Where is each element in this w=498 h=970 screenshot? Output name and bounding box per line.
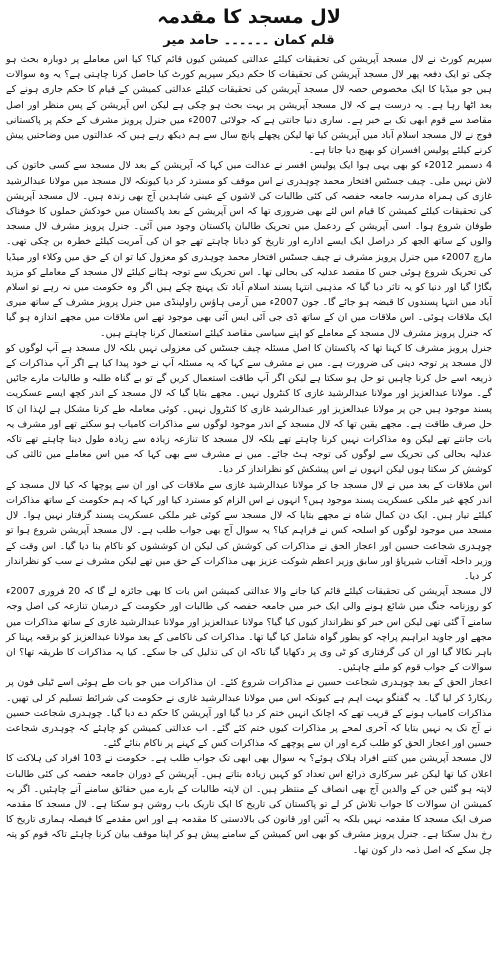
paragraph: سپریم کورٹ نے لال مسجد آپریشن کی تحقیقات کیلئے عدالتی کمیشن کیوں قائم کیا؟ کیا اس معاملے پر دوبارہ بحث ہو چکی تو ایک دفعہ پھر لال مسجد آپریشن کی تحقیقات کا حکم دیکر سپریم کورٹ کیا حاصل کرنا چاہتی ہے؟ یہ وہ سوالات ہیں جو میڈیا کا ایک مخصوص حصہ لال مسجد آپریشن کی تحقیقات کیلئے عدالتی کمیشن کے قیام کا حکم جاری ہونے کے بعد اٹھا رہا ہے۔ یہ درست ہے کہ لال مسجد آپریشن پر بہت بحث ہو چکی ہے لیکن اس آپریشن کے پس منظر اور اصل مقاصد سے قوم ابھی تک بے خبر ہے۔ ساری دنیا جانتی ہے کہ جولائی 2007ء میں جنرل پرویز مشرف کے حکم پر پاکستانی فوج نے لال مسجد اسلام آباد میں آپریشن کیا تھا لیکن پچھلے پانچ سال سے ہم دیکھ رہے ہیں کہ عدالتوں میں وضاحتیں پیش کرنے کیلئے پولیس افسران کو بھیج دیا جاتا ہے۔ (6, 54, 493, 157)
paragraph: لال مسجد آپریشن میں کتنے افراد ہلاک ہوئے؟ یہ سوال بھی ابھی تک جواب طلب ہے۔ حکومت نے 103 افراد کی ہلاکت کا اعلان کیا تھا لیکن غیر سرکاری ذرائع اس تعداد کو کہیں زیادہ بتاتے ہیں۔ آپریشن کے دوران جامعہ حفصہ کی کئی طالبات لاپتہ ہو گئیں جن کے والدین آج بھی انصاف کے منتظر ہیں۔ ان لاپتہ طالبات کے بارے میں حقائق سامنے آنے چاہئیں۔ اگر یہ کمیشن ان سوالات کا جواب تلاش کر لے تو پاکستان کی تاریخ کا ایک تاریک باب روشن ہو سکتا ہے۔ لال مسجد کا مقدمہ صرف ایک مسجد کا مقدمہ نہیں بلکہ یہ آئین اور قانون کی بالادستی کا مقدمہ ہے اور اس مقدمے کا فیصلہ ہماری تاریخ کا رخ بدل سکتا ہے۔ جنرل پرویز مشرف کو بھی اس کمیشن کے سامنے پیش ہو کر اپنا موقف بیان کرنا چاہئے تاکہ قوم کو پتہ چل سکے کہ اصل ذمہ دار کون تھا۔ (6, 753, 492, 856)
column-byline: قلم کمان ۔۔۔۔۔۔ حامد میر (163, 33, 335, 48)
column-title: لال مسجد کا مقدمہ (157, 6, 341, 28)
paragraph: 4 دسمبر 2012ء کو بھی یہی ہوا ایک پولیس افسر نے عدالت میں کہا کہ آپریشن کے بعد لال مسجد سے کسی خاتون کی لاش نہیں ملی۔ چیف جسٹس افتخار محمد چوہدری نے اس موقف کو مسترد کر دیا کیونکہ لال مسجد میں مولانا عبدالرشید غازی کی ہمراہ مدرسہ جامعہ حفصہ کی کئی طالبات کی لاشوں کے عینی شاہدین آج بھی زندہ ہیں۔ لال مسجد آپریشن کی تحقیقات کیلئے کمیشن کا قیام اس لئے بھی ضروری تھا کہ اس آپریشن کے بعد پاکستان میں خودکش حملوں کا خوفناک طوفان شروع ہوا۔ اسی آپریشن کے ردعمل میں تحریک طالبان پاکستان وجود میں آئی۔ جنرل پرویز مشرف لال مسجد والوں کے ساتھ الجھ کر دراصل ایک ایسے ادارے اور تاریخ کو دبانا چاہتے تھے جو ان کی آمریت کیلئے خطرہ بن چکی تھی۔ مارچ 2007ء میں جنرل پرویز مشرف نے چیف جسٹس افتخار محمد چوہدری کو معزول کیا تو ان کے حق میں وکلاء اور میڈیا کی تحریک شروع ہوئی جس کا مقصد عدلیہ کی بحالی تھا۔ اس تحریک سے توجہ ہٹانے کیلئے لال مسجد کے معاملے کو مزید بگاڑا گیا اور دنیا کو یہ تاثر دیا گیا کہ مذہبی انتہا پسند اسلام آباد تک پہنچ چکے ہیں اگر وہ حکومت میں نہ رہے تو اسلام آباد میں انتہا پسندوں کا قبضہ ہو جائے گا۔ جون 2007ء میں آرمی ہاؤس راولپنڈی میں جنرل پرویز مشرف کے ساتھ میری ایک ملاقات ہوئی۔ اس ملاقات میں ان کے ساتھ ڈی جی آئی ایس آئی بھی موجود تھے اس ملاقات میں مجھے اندازہ ہو گیا کہ جنرل پرویز مشرف لال مسجد کے معاملے کو اپنے سیاسی مقاصد کیلئے استعمال کرنا چاہتے ہیں۔ (6, 160, 493, 339)
column-body (6, 52, 492, 858)
paragraph: لال مسجد آپریشن کی تحقیقات کیلئے قائم کیا جانے والا عدالتی کمیشن اس بات کا بھی جائزہ لے گا کہ 20 فروری 2007ء کو روزنامہ جنگ میں شائع ہونے والی ایک خبر میں جامعہ حفصہ کی طالبات اور حکومت کے درمیان تنازعہ کی اصل وجہ سامنے آ گئی تھی لیکن اس خبر کو نظرانداز کیوں کیا گیا؟ مولانا عبدالعزیز اور مولانا عبدالرشید غازی کے ساتھ مذاکرات میں مجھے اور جاوید ابراہیم پراچہ کو بطور گواہ شامل کیا گیا تھا۔ مذاکرات کی ناکامی کے بعد مولانا عبدالعزیز کو برقعہ پہنا کر باہر نکالا گیا اور ان کی گرفتاری کو ٹی وی پر دکھایا گیا تاکہ ان کی تذلیل کی جا سکے۔ کیا یہ مذاکرات کا طریقہ تھا؟ ان سوالات کے جواب قوم کو ملنے چاہئیں۔ (6, 586, 492, 674)
paragraph: جنرل پرویز مشرف کا کہنا تھا کہ پاکستان کا اصل مسئلہ چیف جسٹس کی معزولی نہیں بلکہ لال مسجد ہے آپ لوگوں کو لال مسجد پر توجہ دینی کی ضرورت ہے۔ میں نے مشرف سے کہا کہ یہ مسئلہ آپ نے خود پیدا کیا ہے اگر آپ مذاکرات کے ذریعہ اسے حل کرنا چاہیں تو حل ہو سکتا ہے لیکن اگر آپ طاقت استعمال کریں گے تو بے گناہ طلبہ و طالبات مارے جائیں گے۔ مولانا عبدالعزیز اور مولانا عبدالرشید غازی کا کنٹرول نہیں۔ مجھے بتایا گیا کہ لال مسجد کے اندر کچھ ایسے عسکریت پسند موجود ہیں جن پر مولانا عبدالعزیز اور عبدالرشید غازی کا کنٹرول نہیں۔ کوئی معاملہ طے کرنا مشکل ہے لہٰذا ان کا حل صرف طاقت ہے۔ مجھے یقین تھا کہ لال مسجد کے اندر موجود لوگوں سے مذاکرات کامیاب ہو سکتے تھے اور مشرف یہ بات جانتے تھے لیکن وہ مذاکرات نہیں کرنا چاہتے تھے بلکہ لال مسجد کا تنازعہ زیادہ سے زیادہ طول دینا چاہتے تھے تاکہ عدلیہ بحالی کی تحریک سے لوگوں کی توجہ ہٹ جائے۔ میں نے مشرف سے بھی کہا کہ میں اس معاملے میں ثالثی کی کوشش کر سکتا ہوں لیکن انہوں نے اس پیشکش کو نظرانداز کر دیا۔ (6, 342, 492, 476)
paragraph: اس ملاقات کے بعد میں نے لال مسجد جا کر مولانا عبدالرشید غازی سے ملاقات کی اور ان سے پوچھا کہ کیا لال مسجد کے اندر کچھ غیر ملکی عسکریت پسند موجود ہیں؟ انہوں نے اس الزام کو مسترد کیا اور کہا کہ ہم حکومت کے ساتھ مذاکرات کیلئے تیار ہیں۔ ایک دن کمال شاہ نے مجھے بتایا کہ لال مسجد سے کوئی غیر ملکی عسکریت پسند گرفتار نہیں ہوا۔ لال مسجد میں موجود لوگوں کو اسلحہ کس نے فراہم کیا؟ یہ سوال آج بھی جواب طلب ہے۔ لال مسجد آپریشن شروع ہوا تو چوہدری شجاعت حسین اور اعجاز الحق نے مذاکرات کی کوشش کی لیکن ان کوششوں کو ناکام بنا دیا گیا۔ اس وقت کے وزیر داخلہ آفتاب شیرپاؤ اور سابق وزیر اعظم شوکت عزیز بھی مذاکرات کے حق میں تھے لیکن مشرف نے سب کو نظرانداز کر دیا۔ (6, 479, 492, 582)
paragraph: اعجاز الحق کے بعد چوہدری شجاعت حسین نے مذاکرات شروع کئے۔ ان مذاکرات میں جو بات طے ہوئی اسے ٹیلی فون پر ریکارڈ کر لیا گیا۔ یہ گفتگو بہت اہم ہے کیونکہ اس میں مولانا عبدالرشید غازی نے حکومت کی شرائط تسلیم کر لی تھیں۔ مذاکرات کامیاب ہونے کے قریب تھے کہ اچانک انہیں ختم کر دیا گیا اور آپریشن کا حکم دے دیا گیا۔ چوہدری شجاعت حسین نے آج تک یہ نہیں بتایا کہ آخری لمحے پر مذاکرات کیوں ختم کئے گئے۔ اب عدالتی کمیشن کو چاہئے کہ چوہدری شجاعت حسین اور اعجاز الحق کو طلب کرے اور ان سے پوچھے کہ مذاکرات کس کے کہنے پر ناکام بنائے گئے۔ (6, 677, 492, 750)
